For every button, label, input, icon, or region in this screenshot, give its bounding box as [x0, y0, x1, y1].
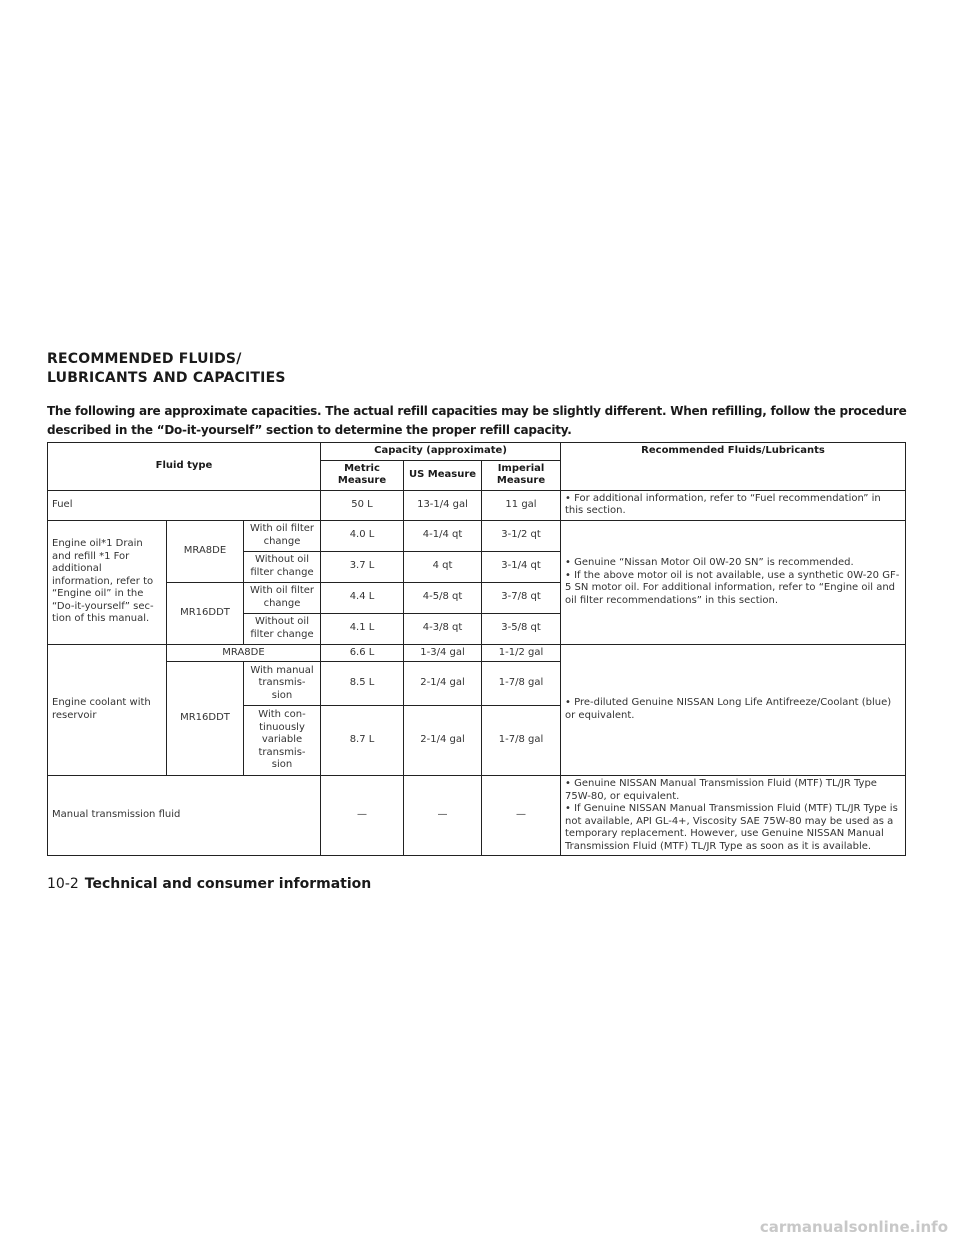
oil-us: 4-3/8 qt	[404, 613, 482, 644]
header-metric: Metric Measure	[321, 460, 404, 490]
oil-condition: Without oil filter change	[244, 551, 321, 582]
mtf-rec-2: • If Genuine NISSAN Manual Transmission Fluid (MTF) TL/JR Type is not available, API GL-4+, Viscosity SAE 75W-80 may be used as a temporary replacement. However, use Genuine NISSAN Manual Transmission Fluid (MTF) TL/JR Type as soon as it is available.	[565, 803, 898, 852]
site-watermark: carmanualsonline.info	[759, 1218, 948, 1236]
table-header-row	[48, 443, 906, 461]
oil-metric: 3.7 L	[321, 551, 404, 582]
coolant-us: 2-1/4 gal	[404, 706, 482, 776]
fuel-imperial: 11 gal	[482, 490, 561, 520]
coolant-recommendation: • Pre-diluted Genuine NISSAN Long Life Antifreeze/Coolant (blue) or equivalent.	[561, 644, 906, 776]
oil-imperial: 3-7/8 qt	[482, 582, 561, 613]
fuel-us: 13-1/4 gal	[404, 490, 482, 520]
oil-condition: Without oil filter change	[244, 613, 321, 644]
intro-paragraph: The following are approximate capacities. The actual refill capacities may be slightly different. When refilling, follow the procedure described in the “Do-it-yourself” section to determine the proper refill capacity.	[47, 404, 907, 437]
engine-oil-rec-1: • Genuine “Nissan Motor Oil 0W-20 SN” is recommended.	[565, 557, 854, 568]
oil-imperial: 3-5/8 qt	[482, 613, 561, 644]
fuel-label: Fuel	[48, 490, 321, 520]
oil-us: 4 qt	[404, 551, 482, 582]
mtf-imperial: —	[482, 776, 561, 856]
footer-section-title: Technical and consumer information	[84, 876, 372, 892]
page-number: 10-2	[47, 876, 79, 892]
heading-line-1: RECOMMENDED FLUIDS/	[47, 351, 242, 367]
mtf-recommendation	[561, 776, 906, 856]
header-capacity: Capacity (approximate)	[321, 443, 561, 461]
coolant-us: 2-1/4 gal	[404, 662, 482, 706]
fuel-metric: 50 L	[321, 490, 404, 520]
heading-line-2: LUBRICANTS AND CAPACITIES	[47, 370, 286, 386]
coolant-imperial: 1-1/2 gal	[482, 644, 561, 662]
oil-metric: 4.0 L	[321, 520, 404, 551]
table-row-fuel	[48, 490, 906, 520]
coolant-condition: With manual transmis- sion	[244, 662, 321, 706]
mtf-rec-1: • Genuine NISSAN Manual Transmission Fluid (MTF) TL/JR Type 75W-80, or equivalent.	[565, 778, 877, 802]
coolant-metric: 6.6 L	[321, 644, 404, 662]
mtf-us: —	[404, 776, 482, 856]
page-footer	[47, 876, 371, 892]
table-row-mtf	[48, 776, 906, 856]
coolant-us: 1-3/4 gal	[404, 644, 482, 662]
mtf-label: Manual transmission fluid	[48, 776, 321, 856]
header-recommended: Recommended Fluids/Lubricants	[561, 443, 906, 491]
coolant-condition: With con- tinuously variable transmis- sion	[244, 706, 321, 776]
coolant-engine-mr16ddt: MR16DDT	[167, 662, 244, 776]
coolant-metric: 8.5 L	[321, 662, 404, 706]
oil-condition: With oil filter change	[244, 520, 321, 551]
table-row-oil-mra8de-with	[48, 520, 906, 551]
coolant-metric: 8.7 L	[321, 706, 404, 776]
header-us: US Measure	[404, 460, 482, 490]
coolant-imperial: 1-7/8 gal	[482, 662, 561, 706]
capacities-table	[47, 442, 906, 856]
coolant-imperial: 1-7/8 gal	[482, 706, 561, 776]
page-heading	[47, 350, 747, 388]
mtf-metric: —	[321, 776, 404, 856]
engine-oil-rec-2: • If the above motor oil is not available, use a synthetic 0W-20 GF-5 SN motor oil. For additional information, refer to “Engine oil and oil filter recommendations” in this section.	[565, 569, 900, 606]
coolant-label: Engine coolant with reservoir	[48, 644, 167, 776]
table-row-coolant-mra8de	[48, 644, 906, 662]
engine-oil-label: Engine oil*1 Drain and refill *1 For additional information, refer to “Engine oil” in the “Do-it-yourself” sec- tion of this manual.	[48, 520, 167, 644]
oil-us: 4-1/4 qt	[404, 520, 482, 551]
coolant-engine-mra8de: MRA8DE	[167, 644, 321, 662]
oil-us: 4-5/8 qt	[404, 582, 482, 613]
oil-imperial: 3-1/4 qt	[482, 551, 561, 582]
oil-imperial: 3-1/2 qt	[482, 520, 561, 551]
fuel-recommendation: • For additional information, refer to “Fuel recommendation” in this section.	[561, 490, 906, 520]
header-fluid-type: Fluid type	[48, 443, 321, 491]
oil-engine-mr16ddt: MR16DDT	[167, 582, 244, 644]
engine-oil-recommendation	[561, 520, 906, 644]
oil-metric: 4.1 L	[321, 613, 404, 644]
oil-metric: 4.4 L	[321, 582, 404, 613]
header-imperial: Imperial Measure	[482, 460, 561, 490]
oil-engine-mra8de: MRA8DE	[167, 520, 244, 582]
oil-condition: With oil filter change	[244, 582, 321, 613]
